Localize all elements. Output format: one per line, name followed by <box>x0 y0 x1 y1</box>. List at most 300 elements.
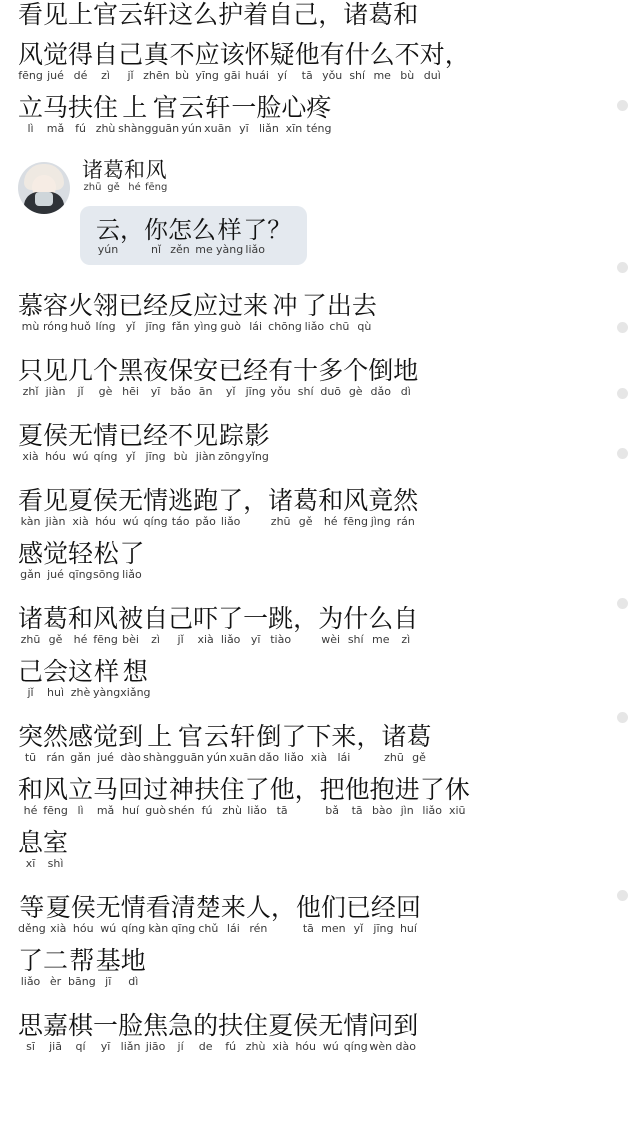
hanzi: 云 <box>179 93 205 122</box>
hanzi: 多 <box>318 356 344 385</box>
ruby-char <box>306 93 331 136</box>
pinyin: liǎo <box>245 243 266 256</box>
hanzi: 么 <box>368 604 394 633</box>
ruby-char <box>179 93 204 136</box>
hanzi: 急 <box>168 1011 194 1040</box>
pinyin: me <box>371 633 390 646</box>
hanzi: 了 <box>244 775 270 804</box>
ruby-char <box>68 604 93 647</box>
pinyin: fēng <box>343 515 369 528</box>
ruby-char <box>268 604 293 647</box>
pinyin: jīng <box>245 385 266 398</box>
hanzi: 了 <box>218 604 244 633</box>
pinyin: bāng <box>68 975 96 988</box>
ruby-char <box>18 1011 43 1054</box>
text-line <box>18 893 622 936</box>
hanzi: 情 <box>120 893 146 922</box>
ruby-char <box>320 40 345 83</box>
pinyin: fēng <box>43 804 68 817</box>
pinyin: wú <box>122 515 139 528</box>
hanzi: 一 <box>231 93 257 122</box>
ruby-char <box>144 216 168 257</box>
hanzi: 什 <box>344 40 370 69</box>
pinyin: liǎo <box>220 515 241 528</box>
hanzi: 住 <box>243 1011 269 1040</box>
hanzi: 怎 <box>168 216 192 244</box>
hanzi: 问 <box>368 1011 394 1040</box>
pinyin: kàn <box>20 515 41 528</box>
pinyin: jīng <box>145 450 166 463</box>
narration-paragraph <box>0 893 640 989</box>
ruby-char <box>143 486 168 529</box>
pinyin: yǐ <box>125 450 136 463</box>
hanzi: 样 <box>217 216 242 244</box>
hanzi: 想 <box>122 657 148 686</box>
hanzi: 看 <box>18 486 44 515</box>
pinyin: liǎo <box>122 568 142 581</box>
ruby-char <box>243 604 268 647</box>
pinyin: chǔ <box>198 922 219 935</box>
pinyin: zhēn <box>143 69 170 82</box>
text-line <box>18 657 622 700</box>
hanzi: 夏 <box>268 1011 294 1040</box>
ruby-char <box>43 946 68 989</box>
hanzi: 来 <box>243 291 269 320</box>
hanzi: 室 <box>43 828 69 857</box>
hanzi: 黑 <box>118 356 144 385</box>
ruby-char <box>368 356 393 399</box>
hanzi: 风 <box>343 486 369 515</box>
pinyin: jǐ <box>177 633 184 646</box>
hanzi: ， <box>270 893 296 922</box>
ruby-char <box>43 1011 68 1054</box>
narration-paragraph <box>0 356 640 399</box>
pinyin: hóu <box>295 1040 317 1053</box>
ruby-char <box>120 657 150 700</box>
ruby-char <box>168 356 193 399</box>
narration-paragraph <box>0 604 640 700</box>
ruby-char <box>93 1011 118 1054</box>
hanzi: 帮 <box>69 946 95 975</box>
ruby-char <box>196 893 221 936</box>
pinyin: qíng <box>93 450 118 463</box>
pinyin: jiàn <box>195 450 216 463</box>
pinyin: líng <box>95 320 116 333</box>
pinyin: ān <box>198 385 213 398</box>
pinyin: wú <box>72 450 89 463</box>
ruby-char <box>320 775 345 818</box>
hanzi: 情 <box>143 486 169 515</box>
ruby-char <box>18 775 43 818</box>
pinyin: yǐng <box>245 450 269 463</box>
ruby-char <box>293 486 318 529</box>
hanzi: 慕 <box>18 291 44 320</box>
ruby-char <box>193 356 218 399</box>
pinyin: fú <box>75 122 86 135</box>
pinyin: guān <box>176 751 205 764</box>
text-line <box>96 216 291 257</box>
hanzi: 这 <box>68 657 94 686</box>
hanzi: 么 <box>193 0 219 29</box>
pinyin: jìng <box>370 515 391 528</box>
hanzi: 吓 <box>193 604 219 633</box>
hanzi: 立 <box>68 775 94 804</box>
pinyin: yǐ <box>353 922 364 935</box>
pinyin: xīn <box>285 122 303 135</box>
ruby-char <box>143 356 168 399</box>
pinyin: yìng <box>193 320 218 333</box>
hanzi: 风 <box>43 775 69 804</box>
hanzi: 反 <box>168 291 194 320</box>
ruby-char <box>43 775 68 818</box>
pinyin: zì <box>401 633 411 646</box>
ruby-char <box>68 40 93 83</box>
ruby-char <box>295 775 320 818</box>
hanzi: 被 <box>118 604 144 633</box>
ruby-char <box>143 40 170 83</box>
ruby-char <box>393 356 418 399</box>
pinyin: liǎo <box>20 975 41 988</box>
ruby-char <box>193 486 218 529</box>
pinyin: dào <box>395 1040 416 1053</box>
ruby-char <box>68 1011 93 1054</box>
ruby-char <box>268 0 293 30</box>
text-line <box>18 421 622 464</box>
hanzi: 的 <box>193 1011 219 1040</box>
pinyin: zěn <box>170 243 190 256</box>
pinyin: hé <box>73 633 88 646</box>
ruby-char <box>68 722 93 765</box>
pinyin: tā <box>351 804 363 817</box>
ruby-char <box>171 893 196 936</box>
pinyin: zhǐ <box>22 385 39 398</box>
ruby-char <box>318 1011 343 1054</box>
pinyin: pǎo <box>195 515 216 528</box>
pinyin: liǎo <box>422 804 442 817</box>
pinyin: zhū <box>384 751 404 764</box>
hanzi: 怀 <box>244 40 270 69</box>
ruby-char <box>146 893 171 936</box>
hanzi: ， <box>294 775 320 804</box>
pinyin: liǎn <box>120 1040 141 1053</box>
ruby-char <box>71 893 96 936</box>
ruby-char <box>43 291 68 334</box>
hanzi: 无 <box>68 421 94 450</box>
ruby-char <box>318 356 343 399</box>
ruby-char <box>293 356 318 399</box>
ruby-char <box>118 486 143 529</box>
ruby-char <box>268 356 293 399</box>
hanzi: 经 <box>143 421 169 450</box>
pinyin: èr <box>49 975 62 988</box>
ruby-char <box>393 1011 418 1054</box>
hanzi: 了 <box>243 216 268 244</box>
ruby-char <box>346 893 371 936</box>
pinyin: sōng <box>93 568 120 581</box>
hanzi: 了 <box>281 722 307 751</box>
ruby-char <box>318 486 343 529</box>
ruby-char <box>96 216 120 257</box>
hanzi: 疑 <box>269 40 295 69</box>
ruby-char <box>145 158 167 194</box>
ruby-char <box>168 216 192 257</box>
hanzi: 了 <box>18 946 44 975</box>
ruby-char <box>327 291 352 334</box>
avatar[interactable] <box>18 162 70 214</box>
ruby-char <box>46 893 71 936</box>
ruby-char <box>445 775 470 818</box>
pinyin: shàng <box>143 751 177 764</box>
text-line <box>18 1011 622 1054</box>
pinyin: jǐ <box>77 385 84 398</box>
text-line <box>18 93 622 136</box>
hanzi: 到 <box>393 1011 419 1040</box>
ruby-char <box>393 0 418 30</box>
ruby-char <box>118 356 143 399</box>
ruby-char <box>192 216 216 257</box>
hanzi: 样 <box>94 657 120 686</box>
ruby-char <box>368 604 393 647</box>
ruby-char <box>381 722 406 765</box>
pinyin: gě <box>48 633 63 646</box>
ruby-char <box>103 158 124 194</box>
pinyin: jīng <box>373 922 394 935</box>
ruby-char <box>352 291 377 334</box>
hanzi: 为 <box>318 604 344 633</box>
ruby-char <box>396 893 421 936</box>
text-line <box>18 486 622 529</box>
pinyin: yàng <box>216 243 244 256</box>
hanzi: 地 <box>120 946 146 975</box>
pinyin: zhù <box>95 122 116 135</box>
pinyin: zhè <box>70 686 91 699</box>
pinyin: shí <box>347 633 364 646</box>
pinyin: yún <box>206 751 227 764</box>
ruby-char <box>218 291 243 334</box>
pinyin: xuān <box>204 122 232 135</box>
ruby-char <box>368 1011 393 1054</box>
pinyin: fú <box>201 804 213 817</box>
hanzi: 感 <box>68 722 94 751</box>
pinyin: rén <box>249 922 268 935</box>
hanzi: 回 <box>118 775 144 804</box>
pinyin: lái <box>249 320 263 333</box>
hanzi: 觉 <box>43 539 69 568</box>
ruby-char <box>43 604 68 647</box>
ruby-char <box>293 1011 318 1054</box>
pinyin: lì <box>27 122 34 135</box>
hanzi: 得 <box>68 40 94 69</box>
pinyin: jiāo <box>145 1040 166 1053</box>
text-line <box>18 722 622 765</box>
ruby-char <box>343 0 368 30</box>
pinyin: jiàn <box>45 515 66 528</box>
hanzi: 抱 <box>369 775 395 804</box>
pinyin: xuān <box>229 751 257 764</box>
hanzi: 上 <box>147 722 173 751</box>
hanzi: 应 <box>193 291 219 320</box>
pinyin: yún <box>181 122 202 135</box>
sender-name <box>82 158 307 194</box>
hanzi: 和 <box>393 0 419 29</box>
pinyin: jué <box>47 568 64 581</box>
hanzi: 扶 <box>68 93 94 122</box>
pinyin: jiā <box>49 1040 62 1053</box>
hanzi: 轻 <box>68 539 94 568</box>
hanzi: 葛 <box>43 604 69 633</box>
text-line <box>82 158 307 194</box>
ruby-char <box>168 775 194 818</box>
ruby-char <box>43 421 68 464</box>
pinyin: xiū <box>448 804 466 817</box>
ruby-char <box>195 775 220 818</box>
ruby-char <box>331 722 356 765</box>
text-line <box>18 828 622 871</box>
ruby-char <box>343 1011 368 1054</box>
ruby-char <box>93 356 118 399</box>
pinyin: gě <box>412 751 426 764</box>
ruby-char <box>343 604 368 647</box>
hanzi: 情 <box>343 1011 369 1040</box>
message-bubble[interactable] <box>80 206 307 265</box>
pinyin: wú <box>322 1040 339 1053</box>
pinyin: yīng <box>195 69 219 82</box>
pinyin: gǎn <box>70 751 91 764</box>
ruby-char <box>18 40 43 83</box>
pinyin: qíng <box>121 922 146 935</box>
pinyin: fēng <box>18 69 43 82</box>
pinyin: wèn <box>369 1040 393 1053</box>
pinyin: gāi <box>223 69 241 82</box>
pinyin: nǐ <box>150 243 162 256</box>
hanzi: 扶 <box>218 1011 244 1040</box>
pinyin: hóu <box>45 450 66 463</box>
hanzi: 跳 <box>268 604 294 633</box>
ruby-char <box>243 0 268 30</box>
text-line <box>18 539 622 582</box>
hanzi: 跑 <box>193 486 219 515</box>
ruby-char <box>43 722 68 765</box>
ruby-char <box>343 486 368 529</box>
ruby-char <box>220 775 245 818</box>
pinyin: yī <box>150 385 161 398</box>
hanzi: 已 <box>118 291 144 320</box>
pinyin: gě <box>107 182 120 193</box>
pinyin: táo <box>171 515 190 528</box>
pinyin: huái <box>245 69 269 82</box>
pinyin: dǎo <box>258 751 280 764</box>
hanzi: 侯 <box>70 893 96 922</box>
hanzi: ， <box>444 40 470 69</box>
hanzi: 然 <box>393 486 419 515</box>
hanzi: ， <box>356 722 382 751</box>
hanzi: 马 <box>43 93 69 122</box>
ruby-char <box>256 93 281 136</box>
pinyin: dé <box>73 69 88 82</box>
ruby-char <box>118 604 143 647</box>
pinyin: yàng <box>93 686 121 699</box>
ruby-char <box>216 216 243 257</box>
pinyin: bù <box>175 69 190 82</box>
ruby-char <box>93 93 118 136</box>
ruby-char <box>68 0 93 30</box>
pinyin: gě <box>298 515 313 528</box>
hanzi: 竟 <box>368 486 394 515</box>
hanzi: ， <box>318 0 344 29</box>
pinyin: hóu <box>72 922 94 935</box>
hanzi: 疼 <box>306 93 332 122</box>
pinyin: zì <box>151 633 160 646</box>
pinyin: jīng <box>145 320 166 333</box>
pinyin: dǎo <box>370 385 391 398</box>
hanzi: 见 <box>43 486 69 515</box>
pinyin: jìn <box>400 804 414 817</box>
ruby-char <box>18 828 43 871</box>
ruby-char <box>96 893 121 936</box>
ruby-char <box>306 722 331 765</box>
hanzi: 来 <box>220 893 246 922</box>
pinyin: mǎ <box>96 804 115 817</box>
pinyin: liǎo <box>247 804 267 817</box>
ruby-char <box>406 722 431 765</box>
pinyin: yǐ <box>225 385 236 398</box>
ruby-char <box>368 486 393 529</box>
hanzi: 云 <box>204 722 230 751</box>
ruby-char <box>420 775 445 818</box>
pinyin: yí <box>277 69 287 82</box>
hanzi: 上 <box>122 93 148 122</box>
hanzi: 人 <box>245 893 271 922</box>
pinyin: huì <box>47 686 65 699</box>
pinyin: rán <box>46 751 65 764</box>
ruby-char <box>393 604 418 647</box>
hanzi: 安 <box>193 356 219 385</box>
ruby-char <box>420 40 445 83</box>
ruby-char <box>318 0 343 30</box>
hanzi: 和 <box>124 158 145 182</box>
ruby-char <box>143 775 168 818</box>
hanzi: 自 <box>143 604 169 633</box>
pinyin: gè <box>98 385 113 398</box>
ruby-char <box>267 216 291 257</box>
ruby-char <box>218 356 243 399</box>
ruby-char <box>43 93 68 136</box>
pinyin: sī <box>26 1040 35 1053</box>
ruby-char <box>93 486 118 529</box>
hanzi: 情 <box>93 421 119 450</box>
ruby-char <box>18 893 46 936</box>
ruby-char <box>93 291 118 334</box>
hanzi: 一 <box>243 604 269 633</box>
pinyin: yǒu <box>322 69 343 82</box>
chat-message[interactable] <box>0 158 640 265</box>
hanzi: 经 <box>143 291 169 320</box>
hanzi: 看 <box>18 0 44 29</box>
hanzi: 马 <box>93 775 119 804</box>
ruby-char <box>218 0 243 30</box>
ruby-char <box>43 539 68 582</box>
hanzi: 心 <box>281 93 307 122</box>
ruby-char <box>68 775 93 818</box>
hanzi: 棋 <box>68 1011 94 1040</box>
ruby-char <box>193 0 218 30</box>
ruby-char <box>268 486 293 529</box>
pinyin: liǎn <box>258 122 279 135</box>
hanzi: 基 <box>95 946 121 975</box>
hanzi: 他 <box>294 40 320 69</box>
ruby-char <box>229 722 256 765</box>
ruby-char <box>18 0 43 30</box>
